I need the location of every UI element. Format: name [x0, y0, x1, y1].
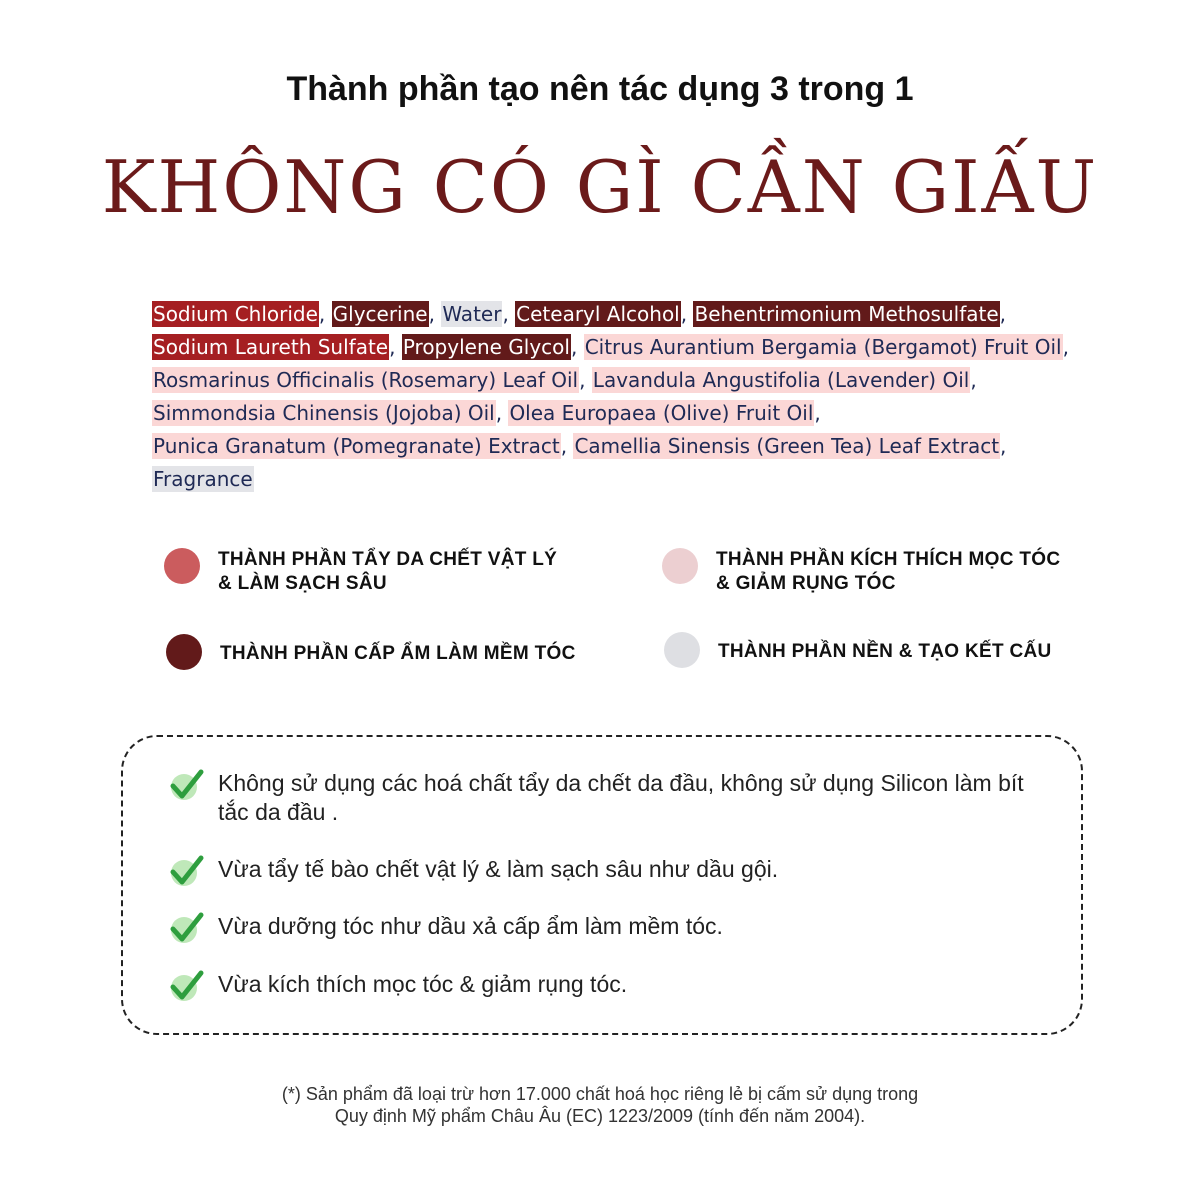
ingredient-tag: Glycerine [332, 302, 428, 326]
ingredient-tag: Olea Europaea (Olive) Fruit Oil [509, 401, 814, 425]
legend-label [716, 548, 1060, 596]
legend-label: THÀNH PHẦN NỀN & TẠO KẾT CẤU [718, 641, 1052, 662]
subtitle: Thành phần tạo nên tác dụng 3 trong 1 [286, 70, 914, 108]
ingredient-tag: Punica Granatum (Pomegranate) Extract [153, 434, 560, 458]
ingredient-tag: Sodium Laureth Sulfate [153, 335, 389, 359]
separator: , [999, 302, 1007, 326]
separator: , [428, 302, 435, 326]
page-title: KHÔNG CÓ GÌ CẦN GIẤU [101, 145, 1099, 229]
benefit-item [168, 855, 1038, 889]
ingredient-tag: Camellia Sinensis (Green Tea) Leaf Extract [574, 434, 1000, 458]
legend-dot-growth [662, 548, 698, 584]
legend-moisturize [166, 634, 576, 670]
legend-dot-exfoliate [164, 548, 200, 584]
ingredient-tag: Behentrimonium Methosulfate [694, 302, 999, 326]
legend-dot-base [664, 632, 700, 668]
legend-line: THÀNH PHẦN TẨY DA CHẾT VẬT LÝ [218, 549, 558, 570]
separator: , [502, 302, 509, 326]
checkmark-icon [168, 767, 204, 803]
separator: , [680, 302, 688, 326]
benefit-text: Vừa dưỡng tóc như dầu xả cấp ẩm làm mềm tóc. [218, 913, 723, 939]
footnote-line: (*) Sản phẩm đã loại trừ hơn 17.000 chất hoá học riêng lẻ bị cấm sử dụng trong [281, 1084, 919, 1104]
footnote [0, 1083, 1200, 1127]
ingredient-tag: Cetearyl Alcohol [516, 302, 680, 326]
benefit-text: Không sử dụng các hoá chất tẩy da chết da đầu, không sử dụng Silicon làm bít tắc da đầu . [218, 770, 1024, 825]
legend-label: THÀNH PHẦN CẤP ẨM LÀM MỀM TÓC [220, 643, 576, 664]
ingredient-tag: Citrus Aurantium Bergamia (Bergamot) Fruit Oil [584, 335, 1062, 359]
benefit-item [168, 970, 1038, 1004]
ingredient-tag: Simmondsia Chinensis (Jojoba) Oil [153, 401, 495, 425]
ingredient-tag: Fragrance [153, 467, 253, 491]
separator: , [1062, 335, 1069, 359]
benefit-text: Vừa tẩy tế bào chết vật lý & làm sạch sâu như dầu gội. [218, 856, 779, 882]
checkmark-icon [168, 968, 204, 1004]
benefit-item [168, 769, 1038, 827]
legend-label [218, 548, 557, 596]
ingredient-list [152, 298, 1092, 496]
ingredient-tag: Water [442, 302, 502, 326]
legend-base [664, 632, 1052, 668]
separator: , [1000, 434, 1007, 458]
separator: , [318, 302, 326, 326]
checkmark-icon [168, 910, 204, 946]
separator: , [814, 401, 821, 425]
ingredient-tag: Lavandula Angustifolia (Lavender) Oil [592, 368, 970, 392]
ingredient-tag: Rosmarinus Officinalis (Rosemary) Leaf Oil [153, 368, 579, 392]
checkmark-icon [168, 853, 204, 889]
benefit-text: Vừa kích thích mọc tóc & giảm rụng tóc. [218, 971, 628, 997]
legend-dot-moisturize [166, 634, 202, 670]
separator: , [579, 368, 586, 392]
separator: , [970, 368, 977, 392]
separator: , [560, 434, 568, 458]
footnote-line: Quy định Mỹ phẩm Châu Âu (EC) 1223/2009 (tính đến năm 2004). [334, 1106, 866, 1126]
ingredient-tag: Propylene Glycol [402, 335, 570, 359]
legend-exfoliate [164, 548, 557, 596]
benefit-item [168, 912, 1038, 946]
legend-line: THÀNH PHẦN KÍCH THÍCH MỌC TÓC [716, 549, 1061, 570]
legend-line: & GIẢM RỤNG TÓC [716, 573, 896, 594]
legend-line: & LÀM SẠCH SÂU [218, 573, 387, 594]
separator: , [570, 335, 578, 359]
separator: , [389, 335, 396, 359]
ingredient-tag: Sodium Chloride [153, 302, 318, 326]
separator: , [495, 401, 503, 425]
legend-growth [662, 548, 1060, 596]
